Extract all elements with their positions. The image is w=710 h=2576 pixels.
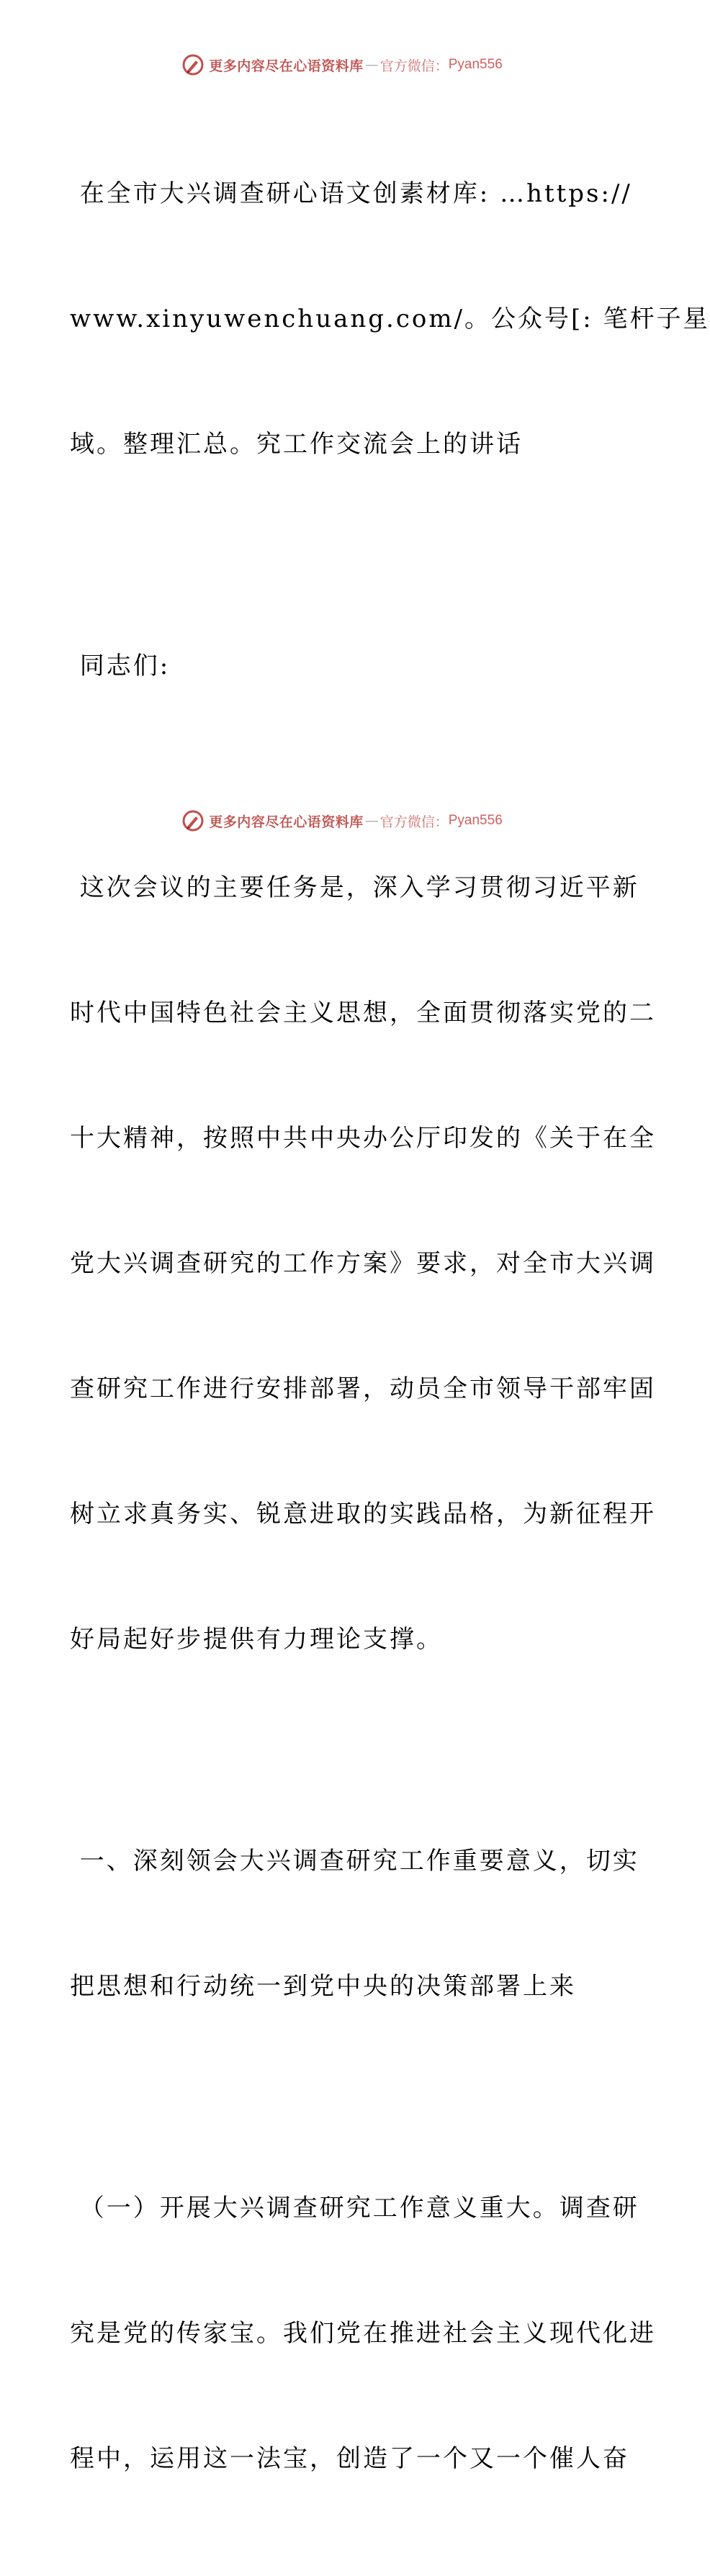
text-line: 把思想和行动统一到党中央的决策部署上来: [70, 1972, 576, 2001]
text-line: 查研究工作进行安排部署，动员全市领导干部牢固: [70, 1374, 656, 1403]
paragraph-title: [70, 89, 710, 549]
paragraph-subsection: [70, 2104, 656, 2563]
text-line: 程中，运用这一法宝，创造了一个又一个催人奋: [70, 2444, 629, 2473]
pen-logo-icon: [181, 53, 205, 76]
text-line: 究是党的传家宝。我们党在推进社会主义现代化进: [70, 2319, 656, 2348]
header-banner: [0, 50, 684, 79]
banner-dash: —: [364, 813, 379, 829]
text-line: 这次会议的主要任务是，深入学习贯彻习近平新: [70, 873, 639, 902]
banner-wechat-handle: Pyan556: [448, 813, 503, 828]
paragraph-intro: [70, 783, 656, 1744]
banner-main-text: 更多内容尽在心语资料库: [209, 814, 364, 830]
text-line: 十大精神，按照中共中央办公厅印发的《关于在全: [70, 1124, 656, 1153]
paragraph-section-heading: [70, 1757, 639, 2091]
paragraph-salutation: [70, 562, 617, 770]
text-line: 域。整理汇总。究工作交流会上的讲话: [70, 430, 523, 459]
banner-dash: —: [364, 57, 379, 73]
text-line: （一）开展大兴调查研究工作意义重大。调查研: [70, 2194, 639, 2223]
document-body: [70, 89, 710, 2576]
text-line: 时代中国特色社会主义思想，全面贯彻落实党的二: [70, 999, 656, 1027]
banner-main-text: 更多内容尽在心语资料库: [209, 58, 364, 74]
text-line: 树立求真务实、锐意进取的实践品格，为新征程开: [70, 1500, 656, 1528]
text-line: 同志们:: [70, 652, 171, 680]
banner-official-label: 官方微信：: [379, 58, 449, 74]
banner-official-label: 官方微信：: [379, 814, 449, 830]
text-line: 一、深刻领会大兴调查研究工作重要意义，切实: [70, 1847, 639, 1875]
footer-banner: [0, 806, 684, 835]
banner-wechat-handle: Pyan556: [448, 57, 503, 72]
pen-logo-icon: [181, 809, 205, 832]
text-line: 好局起好步提供有力理论支撑。: [70, 1625, 443, 1654]
text-line: 在全市大兴调查研心语文创素材库: …https://: [70, 179, 632, 208]
text-line: 党大兴调查研究的工作方案》要求，对全市大兴调: [70, 1249, 656, 1278]
text-line: www.xinyuwenchuang.com/。公众号[: 笔杆子星: [70, 305, 710, 333]
